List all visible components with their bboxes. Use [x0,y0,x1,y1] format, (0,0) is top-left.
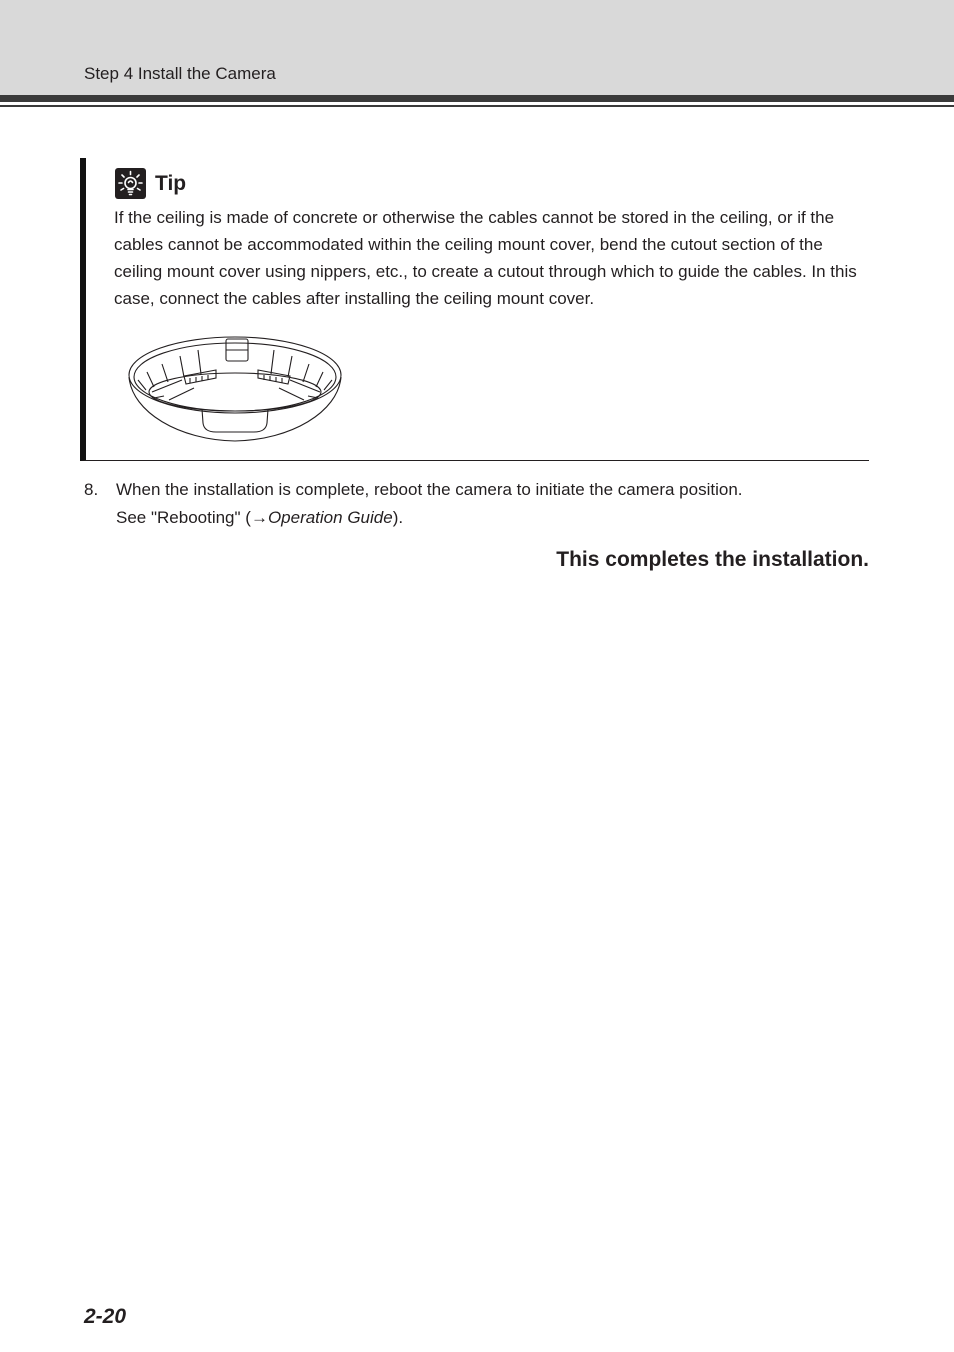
section-title: Step 4 Install the Camera [84,64,276,83]
header-rule-thick [0,95,954,102]
step-number: 8. [84,480,99,499]
step-reference [116,504,403,532]
see-prefix: See "Rebooting" ( [116,508,251,527]
operation-guide-link[interactable]: Operation Guide [267,508,393,527]
step-instruction: When the installation is complete, reboot the camera to initiate the camera position. [116,480,743,499]
completion-note: This completes the installation. [556,548,869,571]
page-number: 2-20 [84,1305,127,1328]
ceiling-mount-cover-illustration [124,330,348,446]
arrow-icon: → [250,508,268,527]
lightbulb-icon [115,168,146,199]
tip-body-text: If the ceiling is made of concrete or otherwise the cables cannot be stored in the ceiling, or if the cables cannot be accommodated within the ceiling mount cover, bend the cutout section of the ceiling mount cover using nippers, etc., to create a cutout through which to guide the cables. In this case, connect the cables after installing the ceiling mount cover. [114,208,857,308]
tip-heading [115,168,186,199]
header-rule-thin [0,105,954,107]
tip-label: Tip [155,171,187,195]
see-suffix: ). [392,508,404,527]
